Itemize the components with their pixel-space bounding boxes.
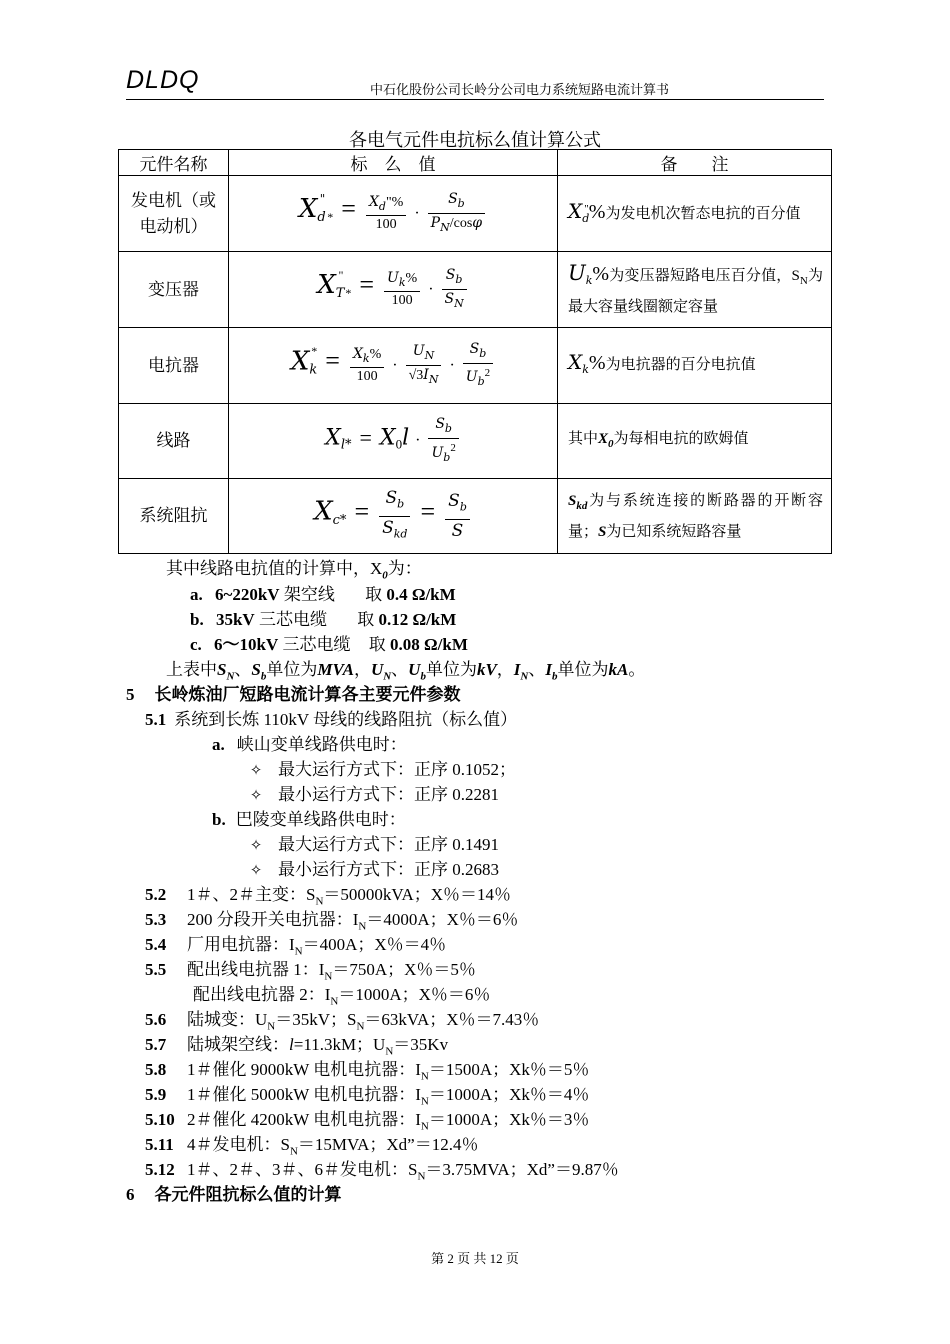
voltage-label: 6～10kV bbox=[214, 635, 279, 654]
list-item: ✧ 最小运行方式下：正序 0.2281 bbox=[242, 780, 499, 805]
page-footer: 第 2 页 共 12 页 bbox=[431, 1251, 519, 1266]
diamond-bullet-icon: ✧ bbox=[249, 761, 263, 779]
param-item: 5.7 陆城架空线：l=11.3kM；$U_N=35Kv$ bbox=[145, 1035, 449, 1058]
list-item: ✧ 最大运行方式下：正序 0.1052； bbox=[242, 755, 516, 780]
param-item: 5.9 1＃催化 5000kW 电机电抗器：$I_N=1000A$；Xk％＝4％ bbox=[145, 1085, 590, 1108]
table-row bbox=[119, 176, 832, 252]
diamond-bullet-icon: ✧ bbox=[249, 786, 263, 804]
list-item: ✧ 最大运行方式下：正序 0.1491 bbox=[242, 830, 499, 855]
line-type: 三芯电缆 bbox=[258, 610, 327, 629]
param-item: 配出线电抗器 2：$I_N=1000A$；X％＝6％ bbox=[193, 985, 491, 1008]
header-name: 元件名称 bbox=[119, 150, 229, 176]
formula-line: $X_{l*} = X_0l$ · $\frac{S_b}{U_b^2}$ bbox=[229, 404, 558, 479]
reactance-value: 0.12 Ω/kM bbox=[378, 610, 457, 629]
take-label: 取 bbox=[357, 610, 375, 629]
list-item bbox=[190, 605, 456, 630]
formula-generator: $X_d^"_*$ = $\frac{X_d"\%}{100}$ · $\frac{S_b}{P_N/\cos\varphi}$ bbox=[229, 176, 558, 252]
line-type: 三芯电缆 bbox=[282, 635, 351, 654]
formula-system: $X_{c*}$ = $\frac{S_b}{S_{kd}}$ = $\frac{S_b}{S}$ bbox=[229, 479, 558, 554]
header-rule bbox=[126, 99, 824, 100]
line-reactance-intro: 其中线路电抗值的计算中，$X_0$为： bbox=[166, 559, 422, 582]
section-6-heading: 6 各元件阻抗标么值的计算 bbox=[126, 1185, 342, 1204]
list-item bbox=[190, 630, 468, 655]
list-marker: c. bbox=[190, 635, 202, 654]
table-row bbox=[119, 479, 832, 554]
table-row bbox=[119, 404, 832, 479]
header-title: 中石化股份公司长岭分公司电力系统短路电流计算书 bbox=[370, 82, 670, 97]
formula-reactor: $X_k^*$ = $\frac{X_k\%}{100}$ · $\frac{U_N}{√3I_N}$ · $\frac{S_b}{U_b^2}$ bbox=[229, 328, 558, 404]
list-item: ✧ 最小运行方式下：正序 0.2683 bbox=[242, 855, 499, 880]
list-item bbox=[190, 580, 456, 605]
note-transformer: $U_k\%$为变压器短路电压百分值，$S_N$为最大容量线圈额定容量 bbox=[558, 252, 832, 328]
row-name-transformer: 变压器 bbox=[119, 252, 229, 328]
reactance-value: 0.4 Ω/kM bbox=[386, 585, 456, 604]
diamond-bullet-icon: ✧ bbox=[249, 861, 263, 879]
header-logo: DLDQ bbox=[126, 66, 200, 94]
voltage-label: 35kV bbox=[215, 610, 255, 629]
row-name-generator: 发电机（或电动机） bbox=[119, 176, 229, 252]
subsection-5-1: 5.1 系统到长炼 110kV 母线的线路阻抗（标么值） bbox=[145, 710, 518, 729]
units-note: 上表中$S_N$、$S_b$单位为MVA，$U_N$、$U_b$单位为kV，$I_N$、$I_b$单位为kA。 bbox=[166, 660, 646, 683]
param-item: 5.3 200 分段开关电抗器：$I_N=4000A$；X％＝6％ bbox=[145, 910, 519, 933]
diamond-bullet-icon: ✧ bbox=[249, 836, 263, 854]
table-row bbox=[119, 252, 832, 328]
param-item: 5.4 厂用电抗器：$I_N=400A$；X％＝4％ bbox=[145, 935, 447, 958]
list-item: b. 巴陵变单线路供电时： bbox=[212, 810, 406, 829]
table-header-row bbox=[119, 150, 832, 176]
list-marker: a. bbox=[190, 585, 203, 604]
section-5-heading: 5 长岭炼油厂短路电流计算各主要元件参数 bbox=[126, 685, 461, 704]
note-line: 其中$X_0$为每相电抗的欧姆值 bbox=[558, 404, 832, 479]
voltage-label: 6~220kV bbox=[215, 585, 280, 604]
header-note: 备 注 bbox=[558, 150, 832, 176]
formula-table bbox=[118, 149, 832, 554]
param-item: 5.6 陆城变：$U_N=35kV$；$S_N=63kVA$；X％＝7.43％ bbox=[145, 1010, 540, 1033]
header-value: 标 么 值 bbox=[229, 150, 558, 176]
line-type: 架空线 bbox=[283, 585, 335, 604]
param-item: 5.12 1＃、2＃、3＃、6＃发电机：$S_N=3.75MVA$；Xd”＝9.87％ bbox=[145, 1160, 619, 1183]
note-generator: $X_d^"\%$为发电机次暂态电抗的百分值 bbox=[558, 176, 832, 252]
row-name-reactor: 电抗器 bbox=[119, 328, 229, 404]
param-item: 5.5 配出线电抗器 1：$I_N=750A$；X％＝5％ bbox=[145, 960, 476, 983]
row-name-system: 系统阻抗 bbox=[119, 479, 229, 554]
list-marker: b. bbox=[190, 610, 204, 629]
param-item: 5.2 1＃、2＃主变：$S_N=50000kVA$；X％＝14％ bbox=[145, 885, 512, 908]
note-system: $S_{kd}$为与系统连接的断路器的开断容量；S为已知系统短路容量 bbox=[558, 479, 832, 554]
param-item: 5.10 2＃催化 4200kW 电机电抗器：$I_N=1000A$；Xk％＝3％ bbox=[145, 1110, 590, 1133]
take-label: 取 bbox=[365, 585, 383, 604]
take-label: 取 bbox=[368, 635, 386, 654]
param-item: 5.11 4＃发电机：$S_N=15MVA$；Xd”＝12.4％ bbox=[145, 1135, 479, 1158]
note-reactor: $X_k\%$为电抗器的百分电抗值 bbox=[558, 328, 832, 404]
row-name-line: 线路 bbox=[119, 404, 229, 479]
table-row bbox=[119, 328, 832, 404]
reactance-value: 0.08 Ω/kM bbox=[390, 635, 468, 654]
formula-transformer: $X_T^"_*$ = $\frac{U_k\%}{100}$ · $\frac{S_b}{S_N}$ bbox=[229, 252, 558, 328]
param-item: 5.8 1＃催化 9000kW 电机电抗器：$I_N=1500A$；Xk％＝5％ bbox=[145, 1060, 590, 1083]
list-item: a. 峡山变单线路供电时： bbox=[212, 735, 407, 754]
table-caption: 各电气元件电抗标么值计算公式 bbox=[349, 130, 601, 150]
